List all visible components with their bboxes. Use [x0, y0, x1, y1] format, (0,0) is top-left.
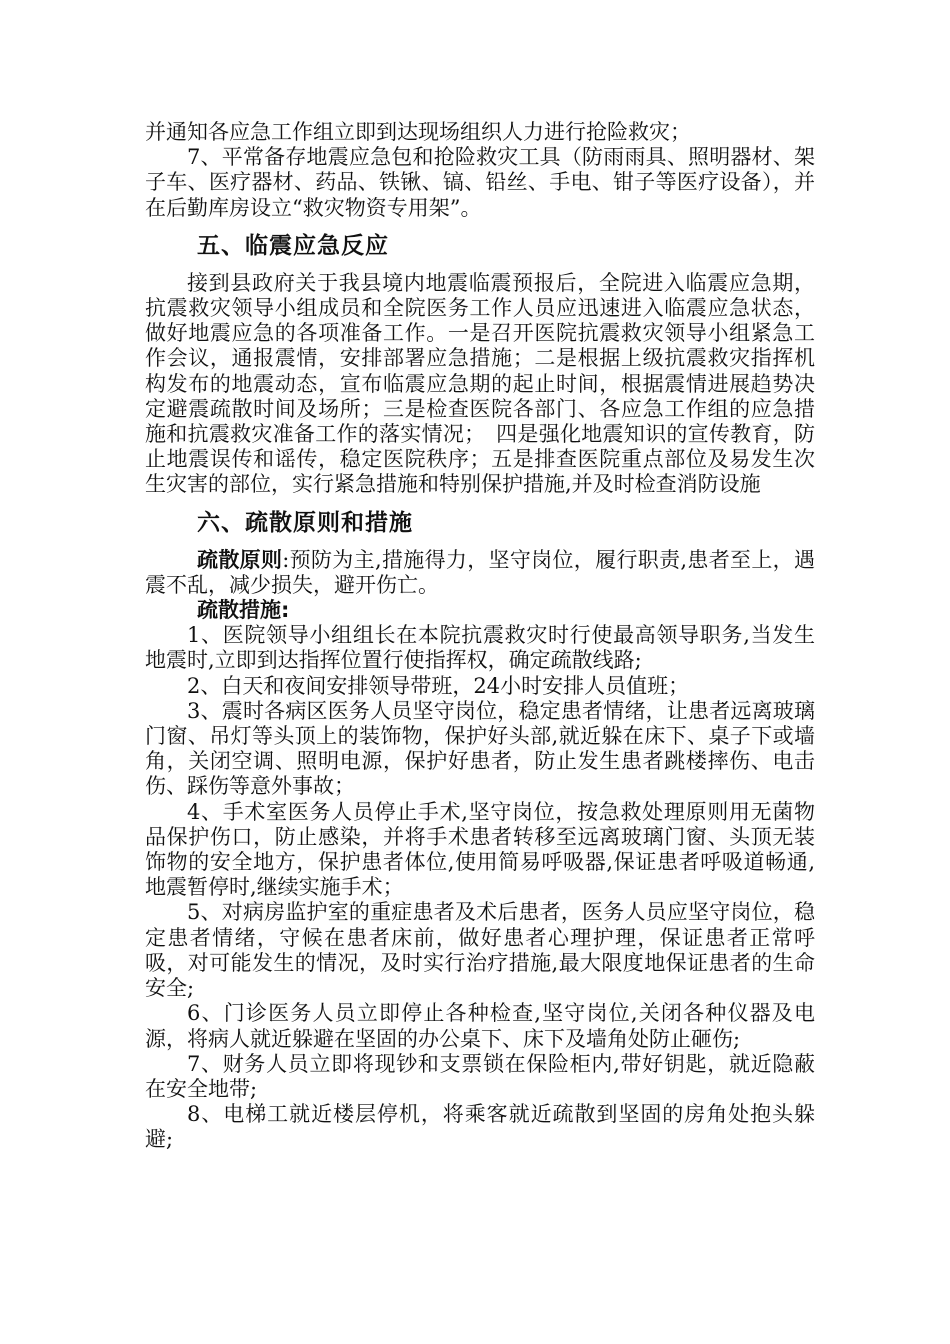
paragraph-continuation: 并通知各应急工作组立即到达现场组织人力进行抢险救灾；: [145, 120, 691, 144]
evacuation-measures-title: [145, 598, 815, 623]
principle-text: :预防为主,措施得力，坚守岗位，履行职责,患者至上，遇震不乱，减少损失，避开伤亡。: [145, 547, 815, 597]
paragraph-item-7: 7、平常备存地震应急包和抢险救灾工具（防雨雨具、照明器材、架子车、医疗器材、药品、铁锹、镐、铅丝、手电、钳子等医疗设备），并在后勤库房设立“救灾物资专用架”。: [145, 145, 815, 220]
section-heading-5: 五、临震应急反应: [197, 232, 389, 259]
section-heading-6: 六、疏散原则和措施: [197, 509, 413, 536]
measures-label: 疏散措施:: [197, 598, 290, 623]
measure-item-8: 8、电梯工就近楼层停机，将乘客就近疏散到坚固的房角处抱头躲避;: [145, 1102, 815, 1152]
measure-item-3: 3、震时各病区医务人员坚守岗位，稳定患者情绪，让患者远离玻璃门窗、吊灯等头顶上的装饰物，保护好头部,就近躲在床下、桌子下或墙角，关闭空调、照明电源，保护好患者，防止发生患者跳楼摔伤、电击伤、踩伤等意外事故；: [145, 698, 815, 799]
evacuation-principle: [145, 548, 815, 598]
measure-item-4: 4、手术室医务人员停止手术,坚守岗位，按急救处理原则用无菌物品保护伤口，防止感染，并将手术患者转移至远离玻璃门窗、头顶无装饰物的安全地方，保护患者体位,使用简易呼吸器,保证患者呼吸道畅通,地震暂停时,继续实施手术；: [145, 799, 815, 900]
paragraph-section-5: 接到县政府关于我县境内地震临震预报后，全院进入临震应急期，抗震救灾领导小组成员和全院医务工作人员应迅速进入临震应急状态，做好地震应急的各项准备工作。一是召开医院抗震救灾领导小组紧急工作会议，通报震情，安排部署应急措施；二是根据上级抗震救灾指挥机构发布的地震动态，宣布临震应急期的起止时间，根据震情进展趋势决定避震疏散时间及场所；三是检查医院各部门、各应急工作组的应急措施和抗震救灾准备工作的落实情况； 四是强化地震知识的宣传教育，防止地震误传和谣传，稳定医院秩序；五是排查医院重点部位及易发生次生灾害的部位，实行紧急措施和特别保护措施,并及时检查消防设施: [145, 270, 815, 497]
measure-item-7: 7、财务人员立即将现钞和支票锁在保险柜内,带好钥匙，就近隐蔽在安全地带;: [145, 1051, 815, 1101]
measure-item-1: 1、医院领导小组组长在本院抗震救灾时行使最高领导职务,当发生地震时,立即到达指挥位置行使指挥权，确定疏散线路;: [145, 623, 815, 673]
measure-item-5: 5、对病房监护室的重症患者及术后患者，医务人员应坚守岗位，稳定患者情绪，守候在患者床前，做好患者心理护理，保证患者正常呼吸，对可能发生的情况，及时实行治疗措施,最大限度地保证患者的生命安全;: [145, 900, 815, 1001]
document-body: [145, 120, 815, 1153]
principle-label: 疏散原则: [197, 547, 283, 572]
measure-item-2: 2、白天和夜间安排领导带班，24小时安排人员值班；: [187, 673, 690, 698]
measure-item-6: 6、门诊医务人员立即停止各种检查,坚守岗位,关闭各种仪器及电源，将病人就近躲避在坚固的办公桌下、床下及墙角处防止砸伤;: [145, 1001, 815, 1051]
